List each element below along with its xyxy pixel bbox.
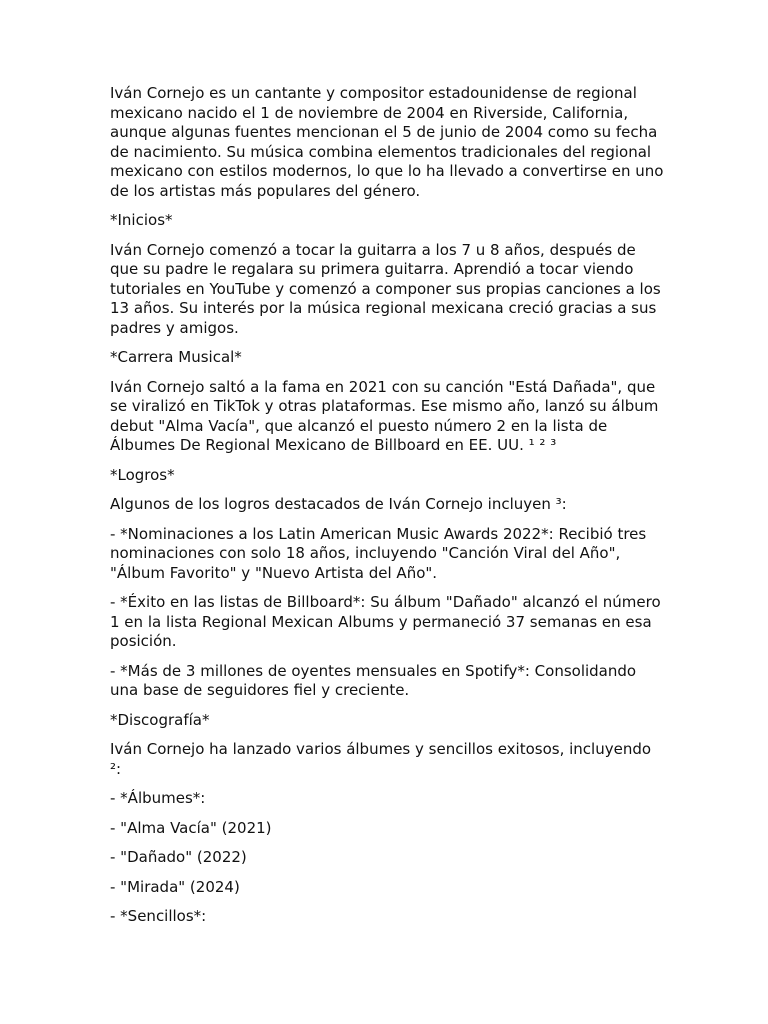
list-item: - *Sencillos*:: [110, 907, 207, 925]
list-item: - "Mirada" (2024): [110, 877, 240, 896]
list-item: - *Nominaciones a los Latin American Music Awards 2022*: Recibió tres nominaciones con solo 18 años, incluyendo "Canción Viral del Año", "Álbum Favorito" y "Nuevo Artista del Año".: [110, 524, 647, 582]
section-heading-inicios: *Inicios*: [110, 211, 173, 229]
list-item: - *Más de 3 millones de oyentes mensuales en Spotify*: Consolidando una base de seguidores fiel y creciente.: [110, 661, 637, 699]
document-page: [110, 84, 665, 937]
list-item: - "Dañado" (2022): [110, 848, 247, 866]
list-item: - *Éxito en las listas de Billboard*: Su álbum "Dañado" alcanzó el número 1 en la lista Regional Mexican Albums y permaneció 37 semanas en esa posición.: [110, 593, 661, 650]
inicios-paragraph: Iván Cornejo comenzó a tocar la guitarra a los 7 u 8 años, después de que su padre le regalara su primera guitarra. Aprendió a tocar viendo tutoriales en YouTube y comenzó a componer sus propias canciones a los 13 años. Su interés por la música regional mexicana creció gracias a sus padres y amigos.: [110, 240, 661, 337]
discografia-intro: Iván Cornejo ha lanzado varios álbumes y sencillos exitosos, incluyendo ²:: [110, 740, 652, 778]
intro-paragraph: Iván Cornejo es un cantante y compositor estadounidense de regional mexicano nacido el 1 de noviembre de 2004 en Riverside, California, aunque algunas fuentes mencionan el 5 de junio de 2004 como su fecha de nacimiento. Su música combina elementos tradicionales del regional mexicano con estilos modernos, lo que lo ha llevado a convertirse en uno de los artistas más populares del género.: [110, 84, 664, 200]
section-heading-carrera: *Carrera Musical*: [110, 348, 242, 366]
carrera-paragraph: Iván Cornejo saltó a la fama en 2021 con su canción "Está Dañada", que se viralizó en TikTok y otras plataformas. Ese mismo año, lanzó su álbum debut "Alma Vacía", que alcanzó el puesto número 2 en la lista de Álbumes De Regional Mexicano de Billboard en EE. UU. ¹ ² ³: [110, 377, 659, 454]
section-heading-logros: *Logros*: [110, 465, 175, 484]
list-item: - "Alma Vacía" (2021): [110, 818, 272, 837]
logros-intro: Algunos de los logros destacados de Iván Cornejo incluyen ³:: [110, 495, 567, 513]
section-heading-discografia: *Discografía*: [110, 710, 210, 729]
list-item: - *Álbumes*:: [110, 789, 206, 807]
